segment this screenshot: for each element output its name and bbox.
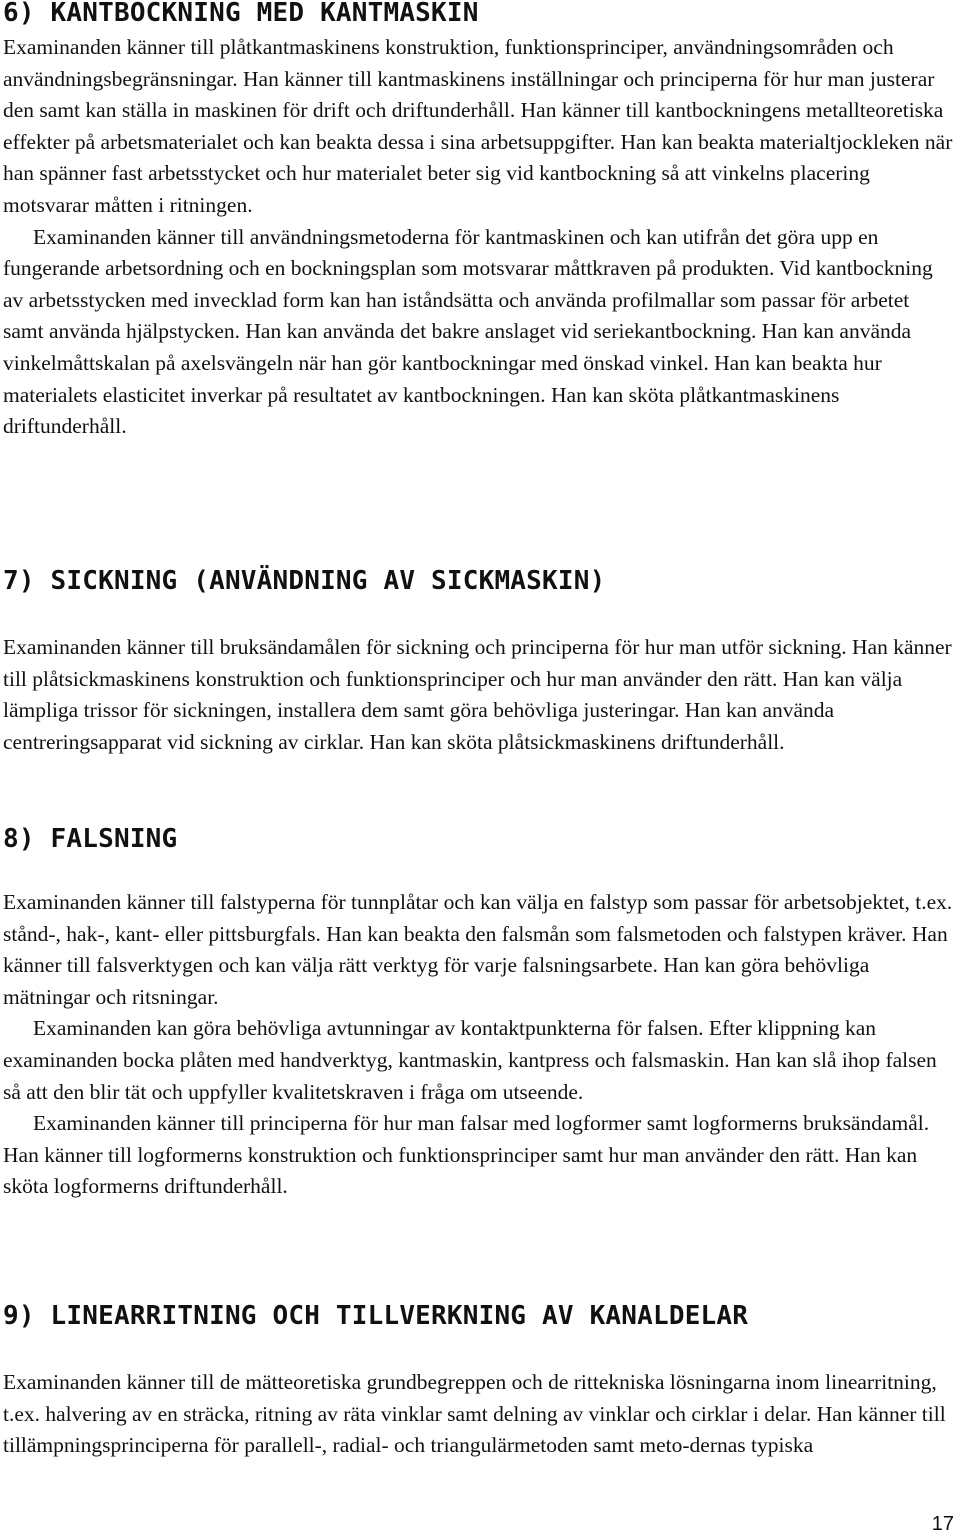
section-8-paragraph-1: Examinanden känner till falstyperna för tunnplåtar och kan välja en falstyp som passar för arbetsobjektet, t.ex. stånd-, hak-, kant- eller pittsburgfals. Han kan beakta den falsmån som falsmetoden och falstypen kräver. Han känner till falsverktygen och kan välja rätt verktyg för varje falsningsarbete. Han kan göra behövliga mätningar och ritsningar. [3, 890, 953, 1009]
section-8-paragraph-3: Examinanden känner till principerna för hur man falsar med logformer samt logformerns bruksändamål. Han känner till logformerns konstruktion och funktionsprinciper samt hur man använder den rätt. Han kan sköta logformerns driftunderhåll. [3, 1111, 930, 1199]
section-7-heading: 7) SICKNING (ANVÄNDNING AV SICKMASKIN) [3, 566, 606, 596]
section-6-paragraph-1: Examinanden känner till plåtkantmaskinens konstruktion, funktionsprinciper, användningsområden och användningsbegränsningar. Han känner till kantmaskinens inställningar och principerna för hur man justerar den samt kan ställa in maskinen för drift och driftunderhåll. Han känner till kantbockningens metallteoretiska effekter på arbetsmaterialet och kan beakta dessa i sina arbetsuppgifter. Han kan beakta materialtjockleken när han spänner fast arbetsstycket och hur materialet beter sig vid kantbockning så att vinkelns placering motsvarar måtten i ritningen. [3, 35, 953, 217]
section-6-body [3, 32, 955, 443]
section-8-heading: 8) FALSNING [3, 824, 178, 854]
section-7-paragraph-1: Examinanden känner till bruksändamålen för sickning och principerna för hur man utför sickning. Han känner till plåtsickmaskinens konstruktion och funktionsprinciper och hur man använder den rätt. Han kan välja lämpliga trissor för sickningen, installera dem samt göra behövliga justeringar. Han kan använda centreringsapparat vid sickning av cirklar. Han kan sköta plåtsickmaskinens driftunderhåll. [3, 635, 952, 754]
page-number: 17 [931, 1513, 954, 1535]
section-6-paragraph-2: Examinanden känner till användningsmetoderna för kantmaskinen och kan utifrån det göra upp en fungerande arbetsordning och en bockningsplan som motsvarar måttkraven på produkten. Vid kantbockning av arbetsstycken med invecklad form kan han iståndsätta och använda profilmallar som passar för arbetet samt använda hjälpstycken. Han kan använda det bakre anslaget vid seriekantbockning. Han kan använda vinkelmåttskalan på axelsvängeln när han gör kantbockningar med önskad vinkel. Han kan beakta hur materialets elasticitet inverkar på resultatet av kantbockningen. Han kan sköta plåtkantmaskinens driftunderhåll. [3, 224, 933, 439]
section-7-body [3, 632, 955, 758]
section-6-heading: 6) KANTBOCKNING MED KANTMASKIN [3, 0, 479, 28]
section-9-body [3, 1367, 955, 1462]
section-8-body [3, 887, 955, 1203]
section-8-paragraph-2: Examinanden kan göra behövliga avtunningar av kontaktpunkterna för falsen. Efter klippning kan examinanden bocka plåten med handverktyg, kantmaskin, kantpress och falsmaskin. Han kan slå ihop falsen så att den blir tät och uppfyller kvalitetskraven i fråga om utseende. [3, 1016, 937, 1104]
section-9-heading: 9) LINEARRITNING OCH TILLVERKNING AV KANALDELAR [3, 1301, 749, 1331]
section-9-paragraph-1: Examinanden känner till de mätteoretiska grundbegreppen och de rittekniska lösningarna inom linearritning, t.ex. halvering av en sträcka, ritning av räta vinklar samt delning av vinklar och cirklar i delar. Han känner till tillämpningsprinciperna för parallell-, radial- och triangulärmetoden samt meto-dernas typiska [3, 1370, 946, 1458]
